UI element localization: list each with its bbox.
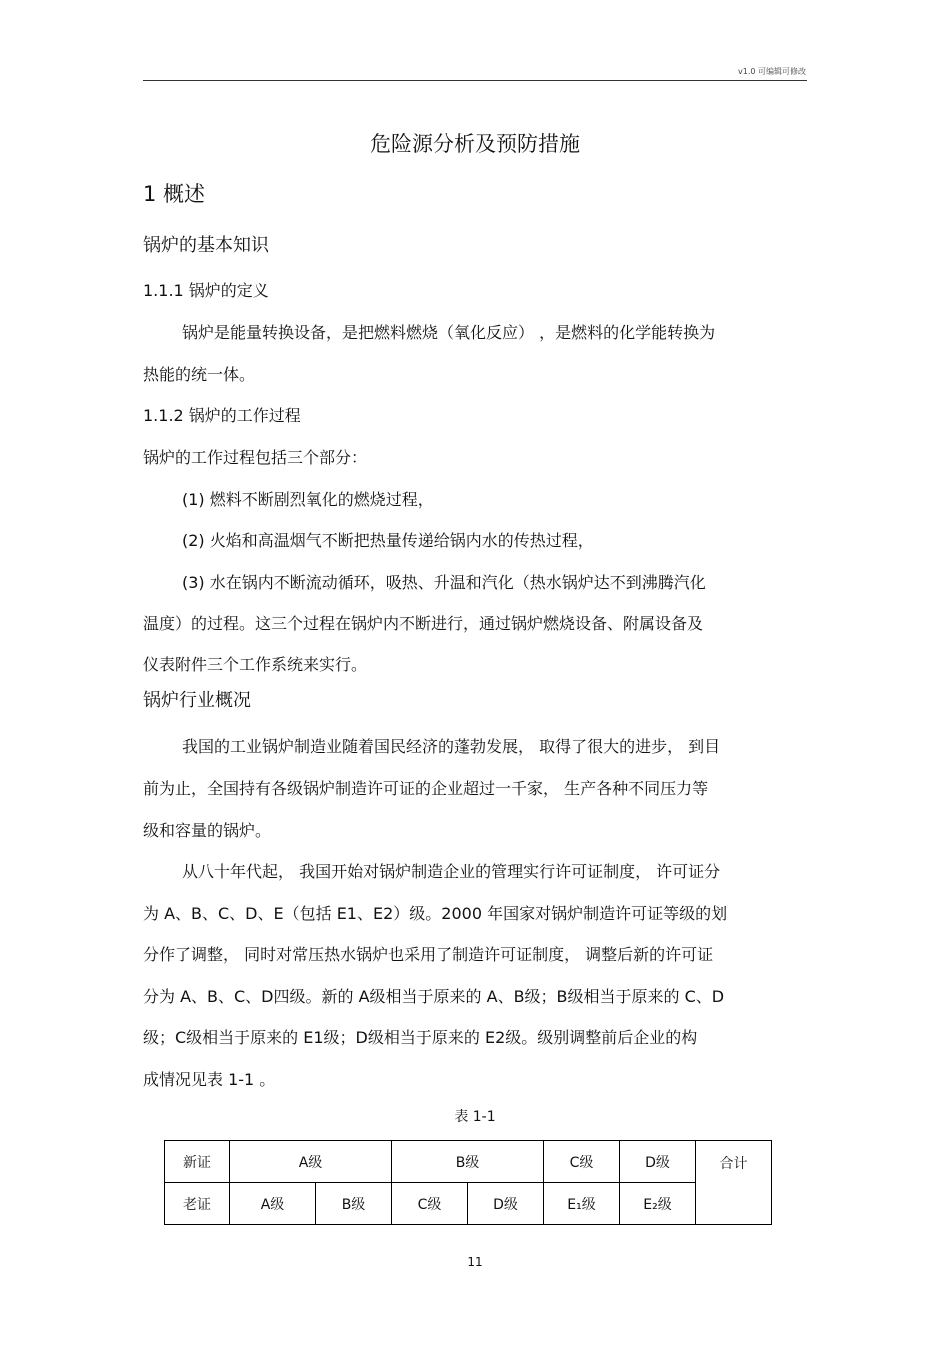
cell-old-d: D级: [468, 1183, 544, 1225]
cell-old-e1: E₁级: [544, 1183, 620, 1225]
license-grade-table: [164, 1140, 772, 1225]
definition-line-2: 热能的统一体。: [143, 365, 256, 384]
cell-old-e2: E₂级: [620, 1183, 696, 1225]
process-continuation-2: 仪表附件三个工作系统来实行。: [143, 655, 368, 674]
cell-old-a: A级: [230, 1183, 316, 1225]
cell-new-b: B级: [392, 1141, 544, 1183]
document-title: 危险源分析及预防措施: [370, 132, 580, 156]
row-label-new: 新证: [165, 1141, 230, 1183]
industry-para1-line2: 前为止，全国持有各级锅炉制造许可证的企业超过一千家， 生产各种不同压力等: [143, 779, 709, 798]
process-item-2: (2) 火焰和高温烟气不断把热量传递给锅内水的传热过程，: [182, 531, 594, 550]
heading-working-process: 1.1.2 锅炉的工作过程: [143, 406, 301, 425]
process-item-1: (1) 燃料不断剧烈氧化的燃烧过程，: [182, 490, 434, 509]
heading-industry-overview: 锅炉行业概况: [143, 690, 251, 711]
cell-total: 合计: [696, 1141, 772, 1225]
cell-new-d: D级: [620, 1141, 696, 1183]
page-number: 11: [467, 1255, 483, 1269]
process-continuation-1: 温度）的过程。这三个过程在锅炉内不断进行，通过锅炉燃烧设备、附属设备及: [143, 614, 704, 633]
industry-para2-line5: 级；C级相当于原来的 E1级；D级相当于原来的 E2级。级别调整前后企业的构: [143, 1028, 698, 1047]
row-label-old: 老证: [165, 1183, 230, 1225]
header-rule: [143, 80, 807, 81]
industry-para2-line3: 分作了调整， 同时对常压热水锅炉也采用了制造许可证制度， 调整后新的许可证: [143, 945, 714, 964]
industry-para2-line2: 为 A、B、C、D、E（包括 E1、E2）级。2000 年国家对锅炉制造许可证等级的划: [143, 904, 728, 923]
industry-para1-line3: 级和容量的锅炉。: [143, 821, 272, 840]
process-item-3: (3) 水在锅内不断流动循环，吸热、升温和汽化（热水锅炉达不到沸腾汽化: [182, 573, 706, 592]
working-process-intro: 锅炉的工作过程包括三个部分：: [143, 448, 368, 467]
cell-new-c: C级: [544, 1141, 620, 1183]
table-row: [165, 1183, 772, 1225]
cell-new-a: A级: [230, 1141, 392, 1183]
definition-line-1: 锅炉是能量转换设备，是把燃料燃烧（氧化反应） ，是燃料的化学能转换为: [182, 323, 716, 342]
heading-boiler-basics: 锅炉的基本知识: [143, 235, 269, 256]
heading-boiler-definition: 1.1.1 锅炉的定义: [143, 281, 269, 300]
cell-old-c: C级: [392, 1183, 468, 1225]
table-row: [165, 1141, 772, 1183]
cell-old-b: B级: [316, 1183, 392, 1225]
section-heading-overview: 1 概述: [143, 182, 206, 206]
industry-para2-line1: 从八十年代起， 我国开始对锅炉制造企业的管理实行许可证制度， 许可证分: [182, 862, 721, 881]
table-caption: 表 1-1: [454, 1109, 496, 1125]
version-note: v1.0 可编辑可修改: [738, 67, 806, 76]
industry-para1-line1: 我国的工业锅炉制造业随着国民经济的蓬勃发展， 取得了很大的进步， 到目: [182, 737, 721, 756]
industry-para2-line6: 成情况见表 1-1 。: [143, 1070, 276, 1089]
industry-para2-line4: 分为 A、B、C、D四级。新的 A级相当于原来的 A、B级；B级相当于原来的 C、D: [143, 987, 725, 1006]
